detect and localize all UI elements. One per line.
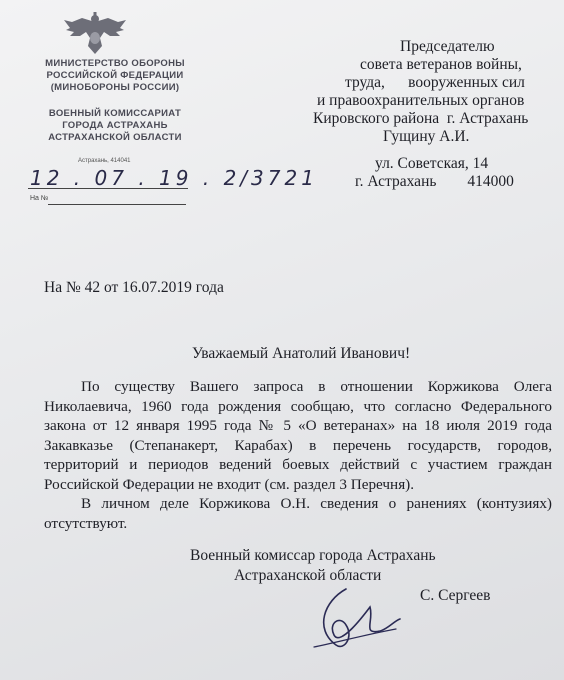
letterhead-city-index: Астрахань, 414041 — [78, 158, 131, 164]
body-paragraph: В личном деле Коржикова О.Н. сведения о ранениях (контузиях) отсутствуют. — [44, 495, 552, 532]
signatory-title: Военный комиссар города Астрахань — [190, 547, 436, 564]
letterhead-line: ВОЕННЫЙ КОМИССАРИАТ — [48, 108, 182, 119]
addressee-line: Гущину А.И. — [383, 128, 470, 145]
handwritten-date-number: 12 . 07 . 19 . 2/3721 — [30, 166, 318, 190]
signatory-title: Астраханской области — [234, 567, 382, 584]
reference-line: На № 42 от 16.07.2019 года — [44, 279, 224, 296]
number-label: На № — [30, 195, 49, 202]
salutation: Уважаемый Анатолий Иванович! — [192, 345, 411, 362]
double-headed-eagle-emblem — [62, 10, 128, 56]
addressee-line: Председателю — [400, 38, 495, 55]
addressee-line: труда, вооруженных сил — [345, 74, 525, 91]
letterhead-line: (МИНОБОРОНЫ РОССИИ) — [50, 82, 180, 93]
letterhead-line: ГОРОДА АСТРАХАНЬ — [62, 120, 168, 131]
letterhead-line: МИНИСТЕРСТВО ОБОРОНЫ — [45, 58, 185, 69]
body-paragraph: По существу Вашего запроса в отношении Коржикова Олега Николаевича, 1960 года рождения сообщаю, что согласно Федерального закона от 12 января 1995 года № 5 «О ветеранах» на 18 июля 2019 года Закавказье (Степанакерт, Карабах) в перечень государств, городов, территорий и периодов ведений боевых действий с участием граждан Российской Федерации не входит (см. раздел 3 Перечня). — [44, 378, 552, 493]
addressee-line: и правоохранительных органов — [317, 92, 525, 109]
handwritten-signature — [284, 585, 404, 655]
addressee-city-zip: г. Астрахань 414000 — [355, 173, 514, 190]
addressee-street: ул. Советская, 14 — [375, 155, 489, 172]
letterhead-line: РОССИЙСКОЙ ФЕДЕРАЦИИ — [46, 70, 184, 81]
addressee-line: совета ветеранов войны, — [360, 56, 522, 73]
number-underline — [48, 204, 186, 205]
signatory-name: С. Сергеев — [420, 587, 491, 604]
letterhead-line: АСТРАХАНСКОЙ ОБЛАСТИ — [48, 132, 182, 143]
addressee-line: Кировского района г. Астрахань — [313, 110, 529, 127]
letter-body — [44, 377, 552, 533]
date-underline — [28, 188, 188, 189]
